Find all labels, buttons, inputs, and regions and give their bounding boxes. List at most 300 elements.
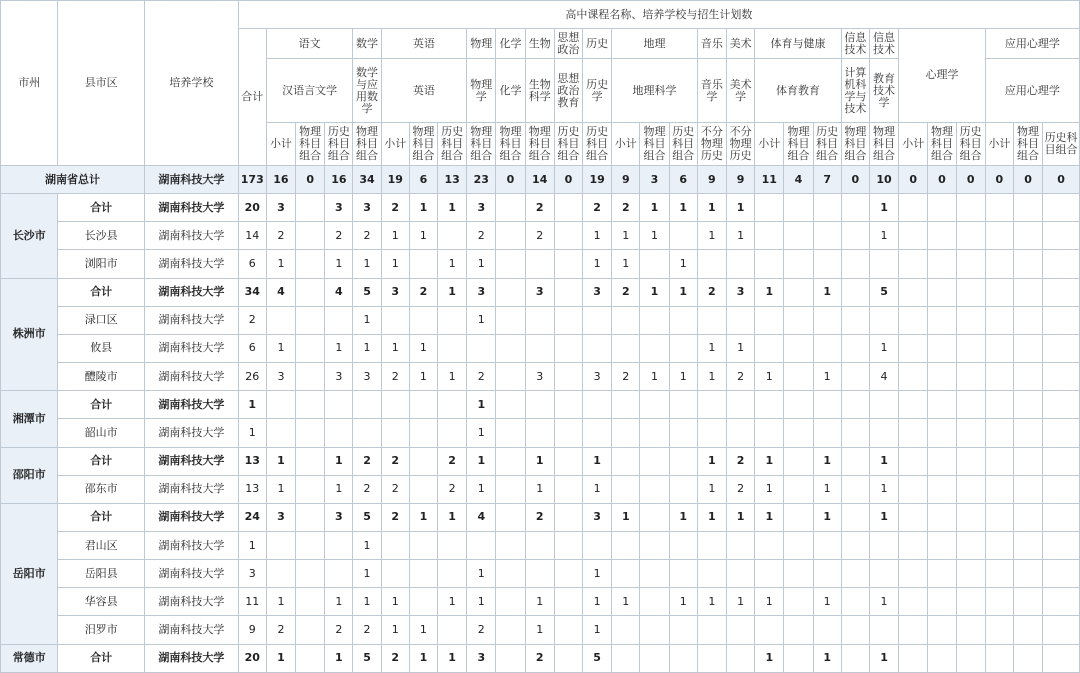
row-value bbox=[640, 391, 669, 419]
row-value: 1 bbox=[669, 250, 697, 278]
row-value: 2 bbox=[353, 616, 381, 644]
row-value bbox=[1013, 250, 1042, 278]
row-value bbox=[784, 560, 813, 588]
row-value bbox=[985, 194, 1013, 222]
row-value bbox=[985, 278, 1013, 306]
row-value bbox=[296, 560, 325, 588]
row-value bbox=[899, 588, 928, 616]
row-value bbox=[669, 419, 697, 447]
row-value bbox=[583, 419, 612, 447]
row-value bbox=[1043, 447, 1080, 475]
row-value bbox=[381, 531, 409, 559]
row-value bbox=[381, 419, 409, 447]
row-value bbox=[496, 475, 525, 503]
row-total: 24 bbox=[238, 503, 266, 531]
row-value: 1 bbox=[467, 588, 496, 616]
row-value: 14 bbox=[525, 165, 554, 193]
row-value: 3 bbox=[525, 363, 554, 391]
row-value: 1 bbox=[438, 194, 467, 222]
row-value: 1 bbox=[467, 391, 496, 419]
table-row bbox=[1, 503, 1080, 531]
row-value: 1 bbox=[612, 588, 640, 616]
row-value: 9 bbox=[697, 165, 726, 193]
row-value bbox=[1043, 334, 1080, 362]
row-value: 1 bbox=[438, 588, 467, 616]
row-value: 1 bbox=[813, 475, 841, 503]
row-county: 韶山市 bbox=[58, 419, 145, 447]
header-major: 计算机科学与技术 bbox=[841, 59, 869, 122]
row-value bbox=[697, 391, 726, 419]
row-value: 2 bbox=[697, 278, 726, 306]
row-value: 1 bbox=[353, 334, 381, 362]
row-value: 1 bbox=[381, 334, 409, 362]
header-subject: 物理科目组合 bbox=[296, 122, 325, 165]
table-row bbox=[1, 588, 1080, 616]
row-value bbox=[784, 531, 813, 559]
row-value: 1 bbox=[612, 503, 640, 531]
row-county: 汨罗市 bbox=[58, 616, 145, 644]
header-major: 历史学 bbox=[583, 59, 612, 122]
row-value: 1 bbox=[525, 616, 554, 644]
row-value bbox=[296, 616, 325, 644]
row-value bbox=[496, 560, 525, 588]
row-value bbox=[525, 306, 554, 334]
row-value bbox=[409, 531, 437, 559]
row-value bbox=[985, 334, 1013, 362]
row-city: 株洲市 bbox=[1, 278, 58, 391]
row-value bbox=[899, 616, 928, 644]
row-value bbox=[956, 644, 985, 672]
row-total: 173 bbox=[238, 165, 266, 193]
row-value bbox=[496, 306, 525, 334]
row-value bbox=[409, 306, 437, 334]
row-value: 2 bbox=[612, 363, 640, 391]
header-major: 英语 bbox=[381, 59, 467, 122]
row-county: 长沙县 bbox=[58, 222, 145, 250]
row-value: 1 bbox=[697, 334, 726, 362]
row-value: 1 bbox=[381, 222, 409, 250]
row-value: 1 bbox=[266, 588, 295, 616]
row-value bbox=[325, 391, 353, 419]
row-value: 2 bbox=[612, 278, 640, 306]
row-value bbox=[612, 616, 640, 644]
row-county: 邵东市 bbox=[58, 475, 145, 503]
row-county: 君山区 bbox=[58, 531, 145, 559]
row-value: 9 bbox=[726, 165, 754, 193]
row-value: 1 bbox=[525, 475, 554, 503]
header-course: 英语 bbox=[381, 29, 467, 59]
row-value bbox=[525, 250, 554, 278]
row-value: 1 bbox=[525, 588, 554, 616]
row-value bbox=[438, 334, 467, 362]
row-value bbox=[1043, 222, 1080, 250]
row-total: 2 bbox=[238, 306, 266, 334]
row-value bbox=[612, 419, 640, 447]
row-value bbox=[554, 644, 582, 672]
row-value bbox=[266, 391, 295, 419]
row-total: 9 bbox=[238, 616, 266, 644]
row-value: 1 bbox=[726, 503, 754, 531]
row-value: 5 bbox=[353, 644, 381, 672]
row-value bbox=[409, 250, 437, 278]
row-value: 2 bbox=[353, 447, 381, 475]
header-subject: 物理科目组合 bbox=[869, 122, 898, 165]
row-value: 2 bbox=[381, 503, 409, 531]
header-course: 物理 bbox=[467, 29, 496, 59]
row-value: 19 bbox=[583, 165, 612, 193]
row-city: 湘潭市 bbox=[1, 391, 58, 447]
row-value: 1 bbox=[755, 644, 784, 672]
row-value bbox=[956, 306, 985, 334]
row-value bbox=[899, 531, 928, 559]
row-value bbox=[784, 222, 813, 250]
row-value bbox=[928, 447, 956, 475]
row-school: 湖南科技大学 bbox=[145, 644, 239, 672]
row-value bbox=[726, 306, 754, 334]
row-value bbox=[726, 616, 754, 644]
row-value bbox=[640, 588, 669, 616]
row-value: 1 bbox=[697, 222, 726, 250]
header-course: 信息技术 bbox=[841, 29, 869, 59]
row-value bbox=[755, 222, 784, 250]
row-value bbox=[554, 419, 582, 447]
row-value bbox=[841, 306, 869, 334]
row-value bbox=[726, 644, 754, 672]
row-value: 1 bbox=[869, 222, 898, 250]
row-value bbox=[640, 531, 669, 559]
row-value bbox=[956, 391, 985, 419]
row-value bbox=[669, 306, 697, 334]
row-value: 1 bbox=[438, 503, 467, 531]
row-value bbox=[1013, 334, 1042, 362]
row-total: 20 bbox=[238, 644, 266, 672]
header-course: 语文 bbox=[266, 29, 353, 59]
row-school: 湖南科技大学 bbox=[145, 419, 239, 447]
table-row bbox=[1, 194, 1080, 222]
header-subject: 物理科目组合 bbox=[353, 122, 381, 165]
row-value bbox=[496, 531, 525, 559]
row-value: 5 bbox=[353, 503, 381, 531]
row-value bbox=[353, 391, 381, 419]
row-value bbox=[554, 531, 582, 559]
row-value: 1 bbox=[409, 616, 437, 644]
row-value: 1 bbox=[669, 278, 697, 306]
row-value bbox=[985, 644, 1013, 672]
row-value bbox=[296, 419, 325, 447]
table-row bbox=[1, 447, 1080, 475]
row-value bbox=[409, 588, 437, 616]
row-value: 1 bbox=[869, 475, 898, 503]
row-value: 1 bbox=[869, 503, 898, 531]
row-value: 1 bbox=[353, 560, 381, 588]
header-course: 心理学 bbox=[899, 29, 986, 123]
row-value: 3 bbox=[640, 165, 669, 193]
header-major: 汉语言文学 bbox=[266, 59, 353, 122]
row-value bbox=[956, 616, 985, 644]
row-value: 2 bbox=[381, 475, 409, 503]
row-value: 2 bbox=[525, 222, 554, 250]
row-value: 2 bbox=[583, 194, 612, 222]
row-value bbox=[784, 363, 813, 391]
row-value: 0 bbox=[899, 165, 928, 193]
row-value bbox=[583, 306, 612, 334]
row-value bbox=[985, 560, 1013, 588]
row-value bbox=[438, 531, 467, 559]
row-value bbox=[841, 644, 869, 672]
row-value bbox=[841, 334, 869, 362]
row-value bbox=[697, 616, 726, 644]
header-subject: 小计 bbox=[985, 122, 1013, 165]
row-value bbox=[928, 560, 956, 588]
row-value bbox=[956, 475, 985, 503]
row-value: 0 bbox=[985, 165, 1013, 193]
row-school: 湖南科技大学 bbox=[145, 560, 239, 588]
row-county: 醴陵市 bbox=[58, 363, 145, 391]
row-value: 3 bbox=[266, 503, 295, 531]
row-value bbox=[841, 278, 869, 306]
row-value bbox=[409, 560, 437, 588]
row-total: 1 bbox=[238, 531, 266, 559]
row-value bbox=[985, 363, 1013, 391]
row-value bbox=[1013, 447, 1042, 475]
row-school: 湖南科技大学 bbox=[145, 588, 239, 616]
row-value bbox=[899, 363, 928, 391]
row-value bbox=[1043, 194, 1080, 222]
row-value bbox=[296, 363, 325, 391]
row-value bbox=[928, 363, 956, 391]
row-total: 26 bbox=[238, 363, 266, 391]
row-value bbox=[956, 560, 985, 588]
row-value bbox=[928, 222, 956, 250]
row-value: 2 bbox=[325, 222, 353, 250]
row-value: 3 bbox=[583, 278, 612, 306]
row-value: 1 bbox=[612, 250, 640, 278]
row-value bbox=[956, 503, 985, 531]
row-value: 2 bbox=[467, 616, 496, 644]
row-value bbox=[669, 475, 697, 503]
row-value bbox=[640, 560, 669, 588]
row-total: 1 bbox=[238, 391, 266, 419]
row-value: 2 bbox=[525, 194, 554, 222]
row-value bbox=[869, 560, 898, 588]
row-value bbox=[985, 447, 1013, 475]
header-major: 音乐学 bbox=[697, 59, 726, 122]
row-value bbox=[296, 334, 325, 362]
header-course: 数学 bbox=[353, 29, 381, 59]
row-value: 1 bbox=[325, 644, 353, 672]
row-county: 岳阳县 bbox=[58, 560, 145, 588]
header-subject: 历史科目组合 bbox=[669, 122, 697, 165]
row-value bbox=[841, 391, 869, 419]
row-value: 1 bbox=[813, 644, 841, 672]
row-value bbox=[784, 278, 813, 306]
row-value bbox=[438, 560, 467, 588]
row-value: 1 bbox=[266, 334, 295, 362]
table-row bbox=[1, 363, 1080, 391]
row-value: 1 bbox=[467, 447, 496, 475]
row-school: 湖南科技大学 bbox=[145, 250, 239, 278]
row-value bbox=[869, 531, 898, 559]
table-row bbox=[1, 250, 1080, 278]
row-value bbox=[554, 306, 582, 334]
row-value: 1 bbox=[669, 194, 697, 222]
row-value: 1 bbox=[583, 222, 612, 250]
row-value bbox=[841, 503, 869, 531]
row-value: 1 bbox=[755, 588, 784, 616]
row-school: 湖南科技大学 bbox=[145, 165, 239, 193]
row-value bbox=[612, 306, 640, 334]
row-value bbox=[1013, 363, 1042, 391]
row-value bbox=[784, 616, 813, 644]
table-row bbox=[1, 531, 1080, 559]
header-course: 历史 bbox=[583, 29, 612, 59]
header-total: 合计 bbox=[238, 29, 266, 166]
row-value bbox=[640, 419, 669, 447]
row-value bbox=[438, 306, 467, 334]
row-value: 13 bbox=[438, 165, 467, 193]
table-row bbox=[1, 560, 1080, 588]
header-course: 信息技术 bbox=[869, 29, 898, 59]
row-value bbox=[583, 391, 612, 419]
row-value: 4 bbox=[869, 363, 898, 391]
row-value bbox=[755, 194, 784, 222]
row-value: 1 bbox=[726, 222, 754, 250]
row-value bbox=[841, 363, 869, 391]
table-row bbox=[1, 222, 1080, 250]
row-value bbox=[1013, 278, 1042, 306]
row-value: 1 bbox=[409, 222, 437, 250]
row-value bbox=[956, 194, 985, 222]
row-county: 合计 bbox=[58, 447, 145, 475]
row-value bbox=[496, 194, 525, 222]
row-value bbox=[869, 419, 898, 447]
row-value bbox=[409, 447, 437, 475]
row-value: 1 bbox=[353, 250, 381, 278]
row-value: 6 bbox=[409, 165, 437, 193]
row-value: 3 bbox=[525, 278, 554, 306]
row-value: 3 bbox=[266, 363, 295, 391]
row-value: 1 bbox=[697, 194, 726, 222]
row-county: 合计 bbox=[58, 644, 145, 672]
row-value bbox=[1043, 644, 1080, 672]
row-value: 1 bbox=[869, 334, 898, 362]
row-value bbox=[755, 306, 784, 334]
row-total: 3 bbox=[238, 560, 266, 588]
table-row bbox=[1, 306, 1080, 334]
row-value bbox=[496, 222, 525, 250]
row-value: 3 bbox=[583, 363, 612, 391]
row-county: 合计 bbox=[58, 278, 145, 306]
row-value bbox=[296, 475, 325, 503]
row-value: 1 bbox=[353, 588, 381, 616]
row-value bbox=[784, 194, 813, 222]
row-value bbox=[899, 391, 928, 419]
row-total: 1 bbox=[238, 419, 266, 447]
row-value bbox=[1043, 503, 1080, 531]
row-value bbox=[1013, 222, 1042, 250]
row-value bbox=[841, 194, 869, 222]
row-value: 3 bbox=[353, 363, 381, 391]
row-value bbox=[296, 194, 325, 222]
row-value bbox=[784, 306, 813, 334]
row-value: 1 bbox=[813, 278, 841, 306]
row-value: 1 bbox=[726, 194, 754, 222]
row-value bbox=[583, 334, 612, 362]
row-value bbox=[985, 391, 1013, 419]
row-value bbox=[813, 250, 841, 278]
row-value bbox=[899, 503, 928, 531]
row-value: 1 bbox=[325, 334, 353, 362]
row-value bbox=[669, 222, 697, 250]
row-value: 1 bbox=[813, 363, 841, 391]
row-value bbox=[697, 306, 726, 334]
row-value bbox=[669, 644, 697, 672]
row-value bbox=[841, 475, 869, 503]
row-school: 湖南科技大学 bbox=[145, 222, 239, 250]
row-value bbox=[554, 334, 582, 362]
row-value bbox=[869, 306, 898, 334]
row-value bbox=[899, 419, 928, 447]
row-value: 3 bbox=[381, 278, 409, 306]
row-value bbox=[755, 560, 784, 588]
row-value: 2 bbox=[266, 222, 295, 250]
row-value bbox=[899, 560, 928, 588]
header-major: 思想政治教育 bbox=[554, 59, 582, 122]
row-value bbox=[813, 306, 841, 334]
header-subject: 小计 bbox=[266, 122, 295, 165]
row-value: 2 bbox=[325, 616, 353, 644]
row-value bbox=[438, 222, 467, 250]
row-value bbox=[266, 531, 295, 559]
row-value bbox=[296, 503, 325, 531]
row-value bbox=[353, 419, 381, 447]
row-value bbox=[669, 334, 697, 362]
row-value bbox=[985, 588, 1013, 616]
row-value bbox=[612, 447, 640, 475]
row-value bbox=[1043, 616, 1080, 644]
row-value: 23 bbox=[467, 165, 496, 193]
row-value bbox=[296, 644, 325, 672]
header-subject: 小计 bbox=[381, 122, 409, 165]
header-subject: 物理科目组合 bbox=[928, 122, 956, 165]
row-value: 2 bbox=[612, 194, 640, 222]
row-value bbox=[928, 531, 956, 559]
row-value bbox=[841, 250, 869, 278]
row-value bbox=[1013, 419, 1042, 447]
row-value bbox=[899, 194, 928, 222]
row-value bbox=[669, 447, 697, 475]
row-value bbox=[409, 475, 437, 503]
row-value bbox=[928, 503, 956, 531]
row-value: 1 bbox=[583, 475, 612, 503]
header-subject: 历史科目组合 bbox=[554, 122, 582, 165]
row-value bbox=[467, 531, 496, 559]
row-value: 1 bbox=[755, 503, 784, 531]
header-school: 培养学校 bbox=[145, 1, 239, 166]
row-value bbox=[813, 194, 841, 222]
row-value bbox=[841, 588, 869, 616]
header-major: 生物科学 bbox=[525, 59, 554, 122]
header-major: 应用心理学 bbox=[985, 59, 1079, 122]
row-value bbox=[296, 447, 325, 475]
row-value bbox=[899, 447, 928, 475]
row-value bbox=[496, 278, 525, 306]
row-value: 19 bbox=[381, 165, 409, 193]
row-value: 2 bbox=[726, 447, 754, 475]
row-value: 1 bbox=[813, 447, 841, 475]
row-value bbox=[1043, 560, 1080, 588]
row-value bbox=[409, 419, 437, 447]
